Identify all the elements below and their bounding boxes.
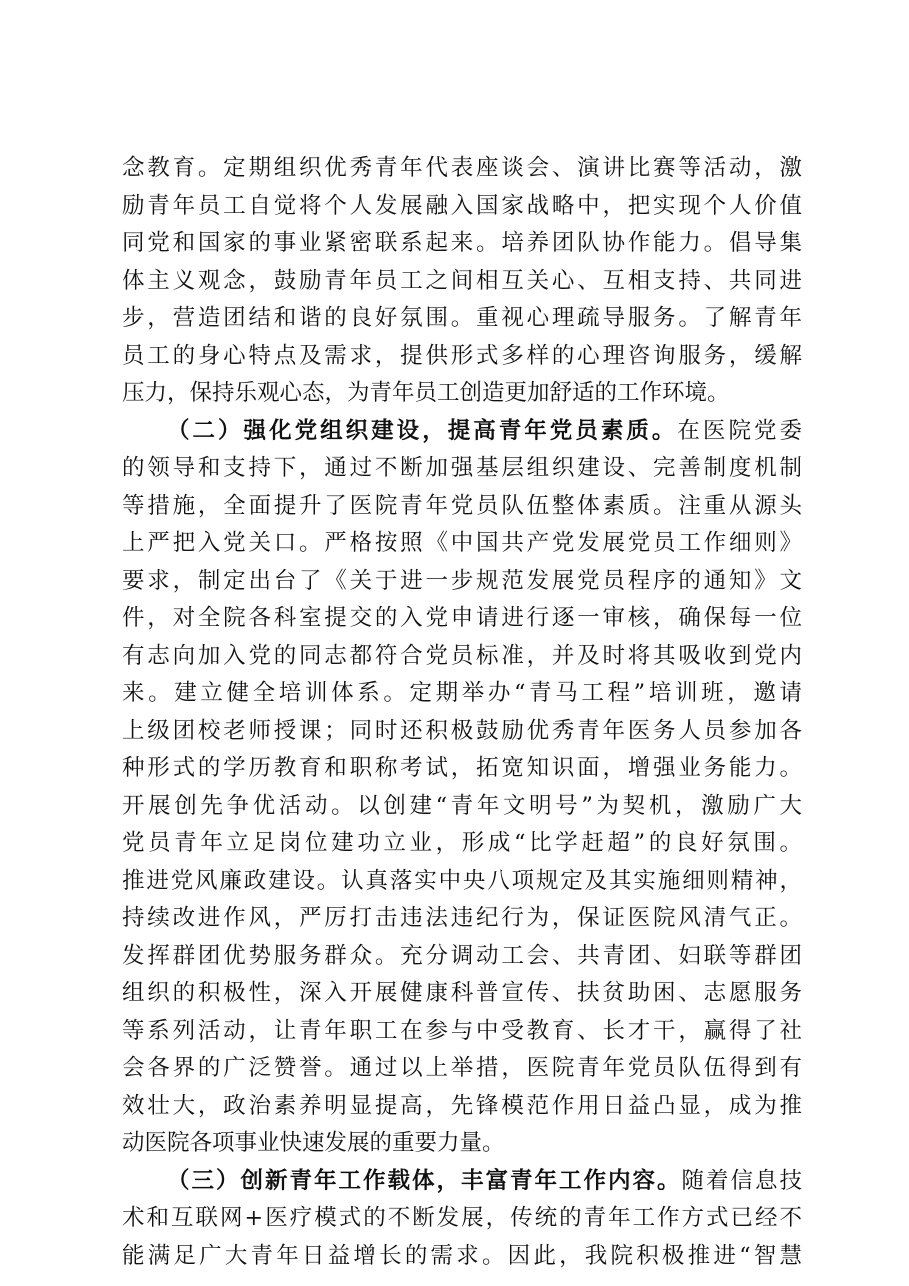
paragraph-line: 员工的身心特点及需求，提供形式多样的心理咨询服务，缓解: [122, 342, 802, 369]
paragraph-line: 组织的积极性，深入开展健康科普宣传、扶贫助困、志愿服务: [122, 980, 802, 1006]
paragraph-line: 发挥群团优势服务群众。充分调动工会、共青团、妇联等群团: [122, 942, 802, 969]
paragraph-line: 励青年员工自觉将个人发展融入国家战略中，把实现个人价值: [122, 192, 802, 219]
paragraph-line: 体主义观念，鼓励青年员工之间相互关心、互相支持、共同进: [122, 267, 802, 294]
paragraph-line: 动医院各项事业快速发展的重要力量。: [122, 1130, 505, 1156]
section-heading-2: （二）强化党组织建设，提高青年党员素质。: [167, 417, 678, 444]
paragraph-line: 党员青年立足岗位建功立业，形成“比学赶超”的良好氛围。: [122, 830, 802, 856]
paragraph-line: 能满足广大青年日益增长的需求。因此，我院积极推进“智慧: [122, 1242, 802, 1269]
paragraph-line: 的领导和支持下，通过不断加强基层组织建设、完善制度机制: [122, 455, 802, 481]
paragraph-line: 效壮大，政治素养明显提高，先锋模范作用日益凸显，成为推: [122, 1092, 802, 1119]
paragraph-line: 等措施，全面提升了医院青年党员队伍整体素质。注重从源头: [122, 492, 802, 519]
paragraph-line: 件，对全院各科室提交的入党申请进行逐一审核，确保每一位: [122, 605, 802, 631]
paragraph-line: 推进党风廉政建设。认真落实中央八项规定及其实施细则精神，: [122, 867, 802, 894]
paragraph-line: 上级团校老师授课；同时还积极鼓励优秀青年医务人员参加各: [122, 717, 802, 744]
document-body: [122, 150, 802, 1275]
paragraph-line: 会各界的广泛赞誉。通过以上举措，医院青年党员队伍得到有: [122, 1055, 802, 1081]
paragraph-line: 上严把入党关口。严格按照《中国共产党发展党员工作细则》: [122, 530, 802, 556]
paragraph-line-rest: 随着信息技: [681, 1167, 802, 1194]
section-heading-3: （三）创新青年工作载体，丰富青年工作内容。: [167, 1167, 682, 1194]
paragraph-line: 来。建立健全培训体系。定期举办“青马工程”培训班，邀请: [122, 680, 802, 706]
paragraph-line: 要求，制定出台了《关于进一步规范发展党员程序的通知》文: [122, 567, 802, 594]
paragraph-line: 种形式的学历教育和职称考试，拓宽知识面，增强业务能力。: [122, 755, 802, 781]
section-heading-line: [122, 413, 802, 451]
paragraph-line: 同党和国家的事业紧密联系起来。培养团队协作能力。倡导集: [122, 230, 802, 256]
section-heading-line: [122, 1163, 802, 1201]
paragraph-line: 有志向加入党的同志都符合党员标准，并及时将其吸收到党内: [122, 642, 802, 669]
paragraph-line-rest: 在医院党委: [677, 417, 802, 444]
paragraph-line: 念教育。定期组织优秀青年代表座谈会、演讲比赛等活动，激: [122, 155, 802, 181]
paragraph-line: 开展创先争优活动。以创建“青年文明号”为契机，激励广大: [122, 792, 802, 819]
paragraph-line: 等系列活动，让青年职工在参与中受教育、长才干，赢得了社: [122, 1017, 802, 1044]
paragraph-line: 持续改进作风，严厉打击违法违纪行为，保证医院风清气正。: [122, 905, 802, 931]
paragraph-line: 步，营造团结和谐的良好氛围。重视心理疏导服务。了解青年: [122, 305, 802, 331]
paragraph-line: 压力，保持乐观心态，为青年员工创造更加舒适的工作环境。: [122, 380, 730, 406]
paragraph-line: 术和互联网+医疗模式的不断发展，传统的青年工作方式已经不: [122, 1205, 802, 1231]
